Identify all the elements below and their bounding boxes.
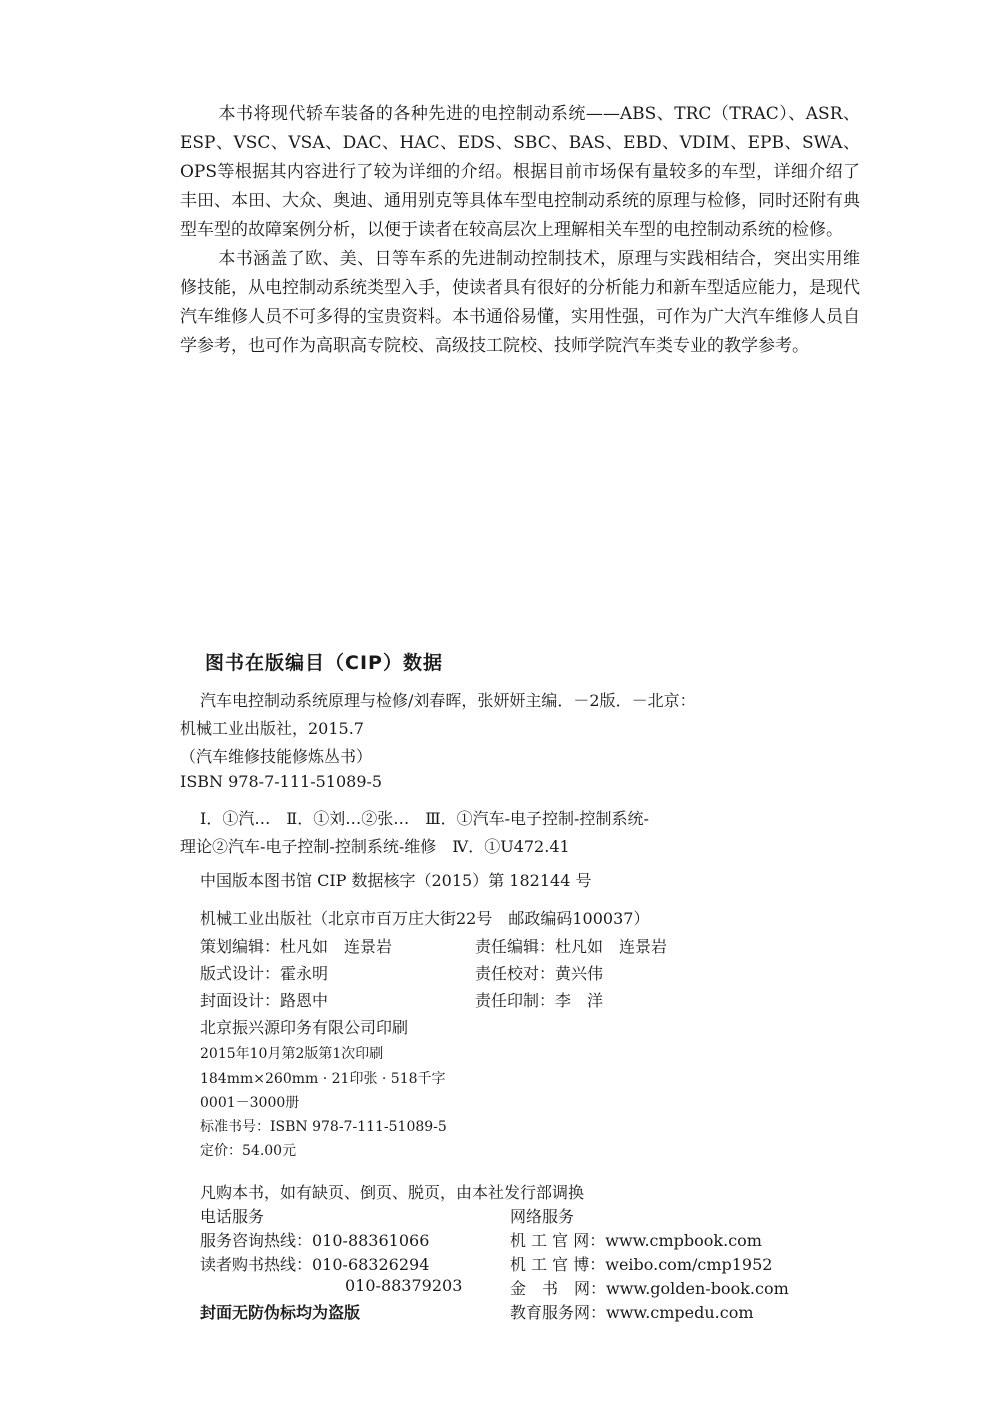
intro-paragraph-1-text: 本书将现代轿车装备的各种先进的电控制动系统——ABS、TRC（TRAC）、ASR、ESP、VSC、VSA、DAC、HAC、EDS、SBC、BAS、EBD、VDIM、EPB、SWA、OPS等根据其内容进行了较为详细的介绍。根据目前市场保有量较多的车型，详细介绍了丰田、本田、大众、奥迪、通用别克等具体车型电控制动系统的原理与检修，同时还附有典型车型的故障案例分析，以便于读者在较高层次上理解相关车型的电控制动系统的检修。 (180, 104, 860, 240)
copies-info: 0001－3000册 (200, 1095, 300, 1111)
print-supervisor: 责任印制：李 洋 (475, 991, 604, 1010)
consult-hotline: 服务咨询热线：010-88361066 (200, 1231, 430, 1250)
reader-hotline: 读者购书热线：010-68326294 (200, 1255, 430, 1274)
cover-design: 封面设计：路恩中 (200, 991, 329, 1010)
format-info: 184mm×260mm · 21印张 · 518千字 (200, 1071, 446, 1087)
reader-hotline-2: 010-88379203 (345, 1276, 463, 1295)
cip-line-4: ISBN 978-7-111-51089-5 (180, 772, 383, 791)
publisher-address: 机械工业出版社（北京市百万庄大街22号 邮政编码100037） (200, 909, 650, 928)
intro-paragraph-2-text: 本书涵盖了欧、美、日等车系的先进制动控制技术，原理与实践相结合，突出实用维修技能，从电控制动系统类型入手，使读者具有很好的分析能力和新车型适应能力，是现代汽车维修人员不可多得的宝贵资料。本书通俗易懂，实用性强，可作为广大汽车维修人员自学参考，也可作为高职高专院校、高级技工院校、技师学院汽车类专业的教学参考。 (180, 249, 860, 356)
cip-line-2: 机械工业出版社，2015.7 (180, 719, 364, 738)
printer: 北京振兴源印务有限公司印刷 (200, 1018, 409, 1037)
anti-counterfeit-notice: 封面无防伪标均为盗版 (200, 1303, 361, 1322)
intro-paragraph-1 (180, 100, 860, 245)
phone-service-header: 电话服务 (200, 1207, 265, 1226)
web-service-header: 网络服务 (510, 1207, 575, 1226)
golden-book-website: 金 书 网：www.golden-book.com (510, 1279, 789, 1298)
book-introduction (180, 100, 860, 361)
proofreader: 责任校对：黄兴伟 (475, 964, 604, 983)
cip-line-6: 理论②汽车-电子控制-控制系统-维修 Ⅳ．①U472.41 (180, 837, 570, 856)
responsible-editor: 责任编辑：杜凡如 连景岩 (475, 937, 668, 956)
education-website: 教育服务网：www.cmpedu.com (510, 1303, 754, 1322)
planning-editor: 策划编辑：杜凡如 连景岩 (200, 937, 393, 956)
replacement-notice: 凡购本书，如有缺页、倒页、脱页，由本社发行部调换 (200, 1183, 585, 1202)
cip-line-1: 汽车电控制动系统原理与检修/刘春晖，张妍妍主编．－2版．－北京： (200, 691, 696, 710)
layout-design: 版式设计：霍永明 (200, 964, 329, 983)
cip-title: 图书在版编目（CIP）数据 (205, 652, 443, 674)
official-weibo: 机 工 官 博：weibo.com/cmp1952 (510, 1255, 773, 1274)
price-info: 定价：54.00元 (200, 1143, 297, 1159)
intro-paragraph-2 (180, 245, 860, 361)
isbn-info: 标准书号：ISBN 978-7-111-51089-5 (200, 1119, 447, 1135)
official-website: 机 工 官 网：www.cmpbook.com (510, 1231, 762, 1250)
cip-line-5: Ⅰ．①汽… Ⅱ．①刘…②张… Ⅲ．①汽车-电子控制-控制系统- (200, 809, 649, 828)
cip-line-3: （汽车维修技能修炼丛书） (180, 747, 373, 766)
edition-info: 2015年10月第2版第1次印刷 (200, 1046, 384, 1062)
cip-line-7: 中国版本图书馆 CIP 数据核字（2015）第 182144 号 (200, 871, 592, 890)
